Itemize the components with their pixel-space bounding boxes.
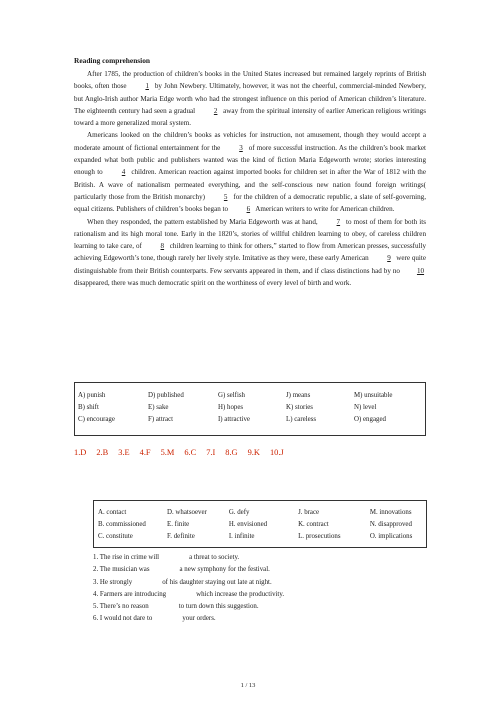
word-option: B. commissioned [98, 520, 146, 528]
answer-item: 3.E [118, 448, 130, 457]
word-option: N. disapproved [369, 520, 412, 528]
passage-text: disappeared, there was much democratic spirit on the worthiness of every level of birth and work. [74, 279, 352, 288]
word-bank-1-table [78, 389, 424, 426]
passage-text: by John Newbery. Ultimately, however, it was not the cheerful, commercial-minded Newbery, but Anglo-Irish author Maria Edge worth who had the strongest influence on this period of American children’s literature. The eighteenth century had seen a gradual [74, 82, 427, 115]
sentence-end: a threat to society. [189, 554, 240, 561]
sentence-item [93, 601, 425, 613]
word-option: M. innovations [369, 508, 412, 516]
passage-text: Americans looked on the children’s books as vehicles for instruction, not amusement, though they would accept a moderate amount of fictional entertainment for the [74, 131, 426, 152]
reading-passage [74, 68, 426, 289]
word-option: H) hopes [218, 403, 244, 411]
word-option: J. brace [298, 508, 320, 516]
sentence-item [93, 552, 425, 564]
answer-item: 6.C [184, 448, 197, 457]
sentence-item [93, 613, 425, 625]
word-option: A. contact [98, 508, 127, 516]
sentence-end: which increase the productivity. [196, 590, 285, 598]
word-option: C) encourage [78, 416, 115, 424]
answer-item: 10.J [269, 448, 284, 457]
blank-number: 9 [387, 254, 391, 263]
blank-number: 5 [223, 192, 228, 201]
blank-number: 1 [145, 82, 149, 91]
passage-text: of more successful instruction. As the children’s book market expanded what both public and publishers wanted was the kind of fiction Maria Edgeworth wrote; stories interesting enough to [74, 143, 426, 177]
answer-item: 9.K [247, 448, 260, 457]
blank-number: 10 [416, 266, 425, 275]
word-option: J) means [286, 391, 311, 399]
answer-item: 2.B [96, 448, 109, 457]
sentence-end: your orders. [182, 615, 216, 623]
word-option: K) stories [286, 403, 313, 411]
word-option: O. implications [369, 533, 413, 541]
word-option: L) careless [286, 416, 317, 424]
section-heading: Reading comprehension [74, 56, 151, 65]
word-option: K. contract [298, 520, 329, 528]
passage-text: American writers to write for American children. [253, 205, 395, 214]
passage-text: When they responded, the pattern established by Maria Edgeworth was at hand, [87, 217, 320, 226]
sentence-item [93, 577, 425, 589]
passage-text: away from the spiritual intensity of earlier American religious writings toward a more generalized moral system. [74, 106, 426, 128]
word-bank-1 [74, 382, 426, 436]
answer-item: 4.F [139, 448, 151, 457]
blank-number: 2 [213, 106, 218, 115]
word-option: I. infinite [228, 533, 255, 541]
passage-paragraph [74, 216, 426, 290]
sentence-start: 6. I would not dare to [93, 615, 153, 623]
word-option: C. constitute [98, 533, 133, 541]
word-bank-row [78, 401, 424, 413]
answer-item: 7.I [206, 448, 216, 457]
word-option: D) published [148, 391, 184, 399]
blank-number: 6 [246, 205, 251, 214]
answer-key [74, 448, 426, 457]
sentence-start: 3. He strongly [93, 578, 133, 586]
answer-item: 1.D [74, 448, 87, 457]
sentence-end: of his daughter staying out late at night. [162, 578, 272, 586]
word-option: A) punish [78, 391, 106, 399]
fill-in-sentences [93, 552, 425, 626]
sentence-end: to turn down this suggestion. [178, 603, 259, 611]
word-option: L. prosecutions [298, 533, 341, 541]
word-bank-2-table [98, 506, 426, 543]
word-option: E. finite [167, 520, 190, 528]
word-bank-row [98, 531, 426, 543]
answer-item: 5.M [160, 448, 175, 457]
word-option: O) engaged [354, 416, 386, 424]
word-bank-2 [93, 500, 427, 548]
answer-item: 8.G [225, 448, 238, 457]
word-option: G. defy [228, 508, 250, 516]
sentence-item [93, 564, 425, 576]
word-option: N) level [354, 403, 377, 411]
passage-text: for the children of a democratic republic, a slate of self-governing, equal citizens. Publishers of children’s books began to [74, 192, 427, 214]
word-option: D. whatsoever [167, 508, 207, 516]
blank-number: 8 [160, 242, 165, 251]
blank-number: 3 [239, 143, 243, 152]
blank-number: 7 [336, 217, 341, 226]
passage-text: to most of them for both its rationalism and its high moral tone. Early in the 1820’s, stories of willful children learning to obey, of careless children learning to take care, of [74, 217, 426, 251]
word-option: H. envisioned [228, 520, 268, 528]
word-bank-row [98, 518, 426, 530]
passage-paragraph [74, 68, 426, 129]
sentence-item [93, 589, 425, 601]
passage-paragraph [74, 129, 426, 215]
passage-text: children learning to think for others,” started to flow from American presses, successfully achieving Edgeworth’s tone, though rarely her lively style. Imitative as they were, these early American [74, 242, 426, 263]
passage-text: were quite distinguishable from their British counterparts. Few servants appeared in them, and if class distinctions had by no [74, 254, 427, 275]
word-option: F. definite [167, 533, 195, 541]
word-option: G) selfish [218, 391, 245, 399]
passage-text: children. American reaction against imported books for children set in after the War of 1812 with the British. A wave of nationalism permeated everything, and the self-conscious new nation found foreign writings( particularly those from the British monarchy) [74, 168, 427, 201]
word-bank-row [78, 414, 424, 426]
word-option: I) attractive [218, 416, 250, 424]
word-option: E) sake [148, 403, 169, 411]
sentence-end: a new symphony for the festival. [179, 566, 270, 574]
word-option: M) unsuitable [354, 391, 393, 399]
sentence-start: 5. There’s no reason [93, 603, 149, 611]
sentence-start: 4. Farmers are introducing [93, 590, 167, 598]
sentence-start: 2. The musician was [93, 566, 150, 574]
blank-number: 4 [121, 168, 126, 177]
word-option: F) attract [148, 416, 174, 424]
word-bank-row [98, 506, 426, 518]
passage-text: After 1785, the production of children’s books in the United States increased but remained largely reprints of British books, often those [74, 70, 426, 91]
word-option: B) shift [78, 403, 99, 411]
page-number: 1 / 13 [240, 682, 256, 689]
word-bank-row [78, 389, 424, 401]
sentence-start: 1. The rise in crime will [93, 554, 160, 561]
